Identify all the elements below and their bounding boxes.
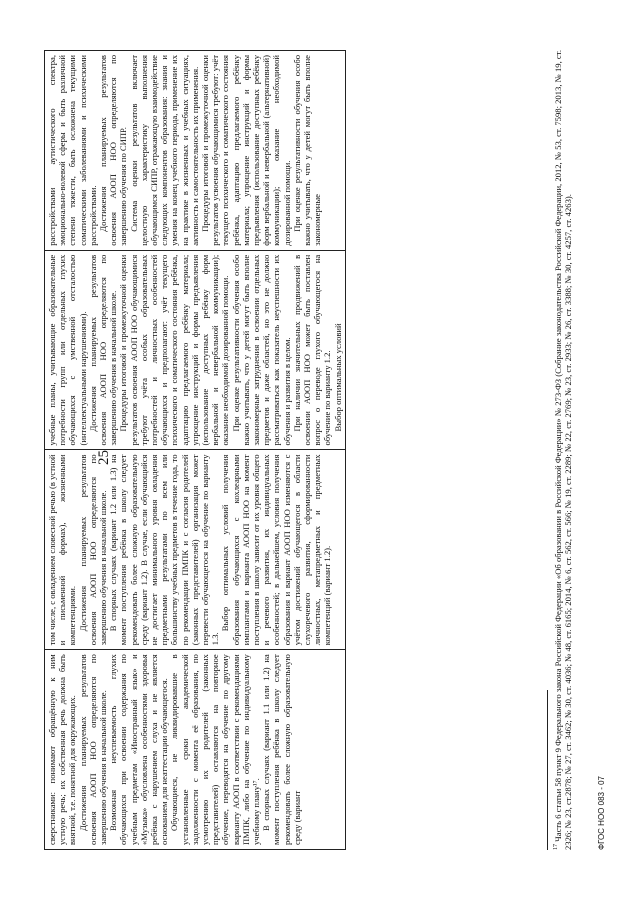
paragraph: В спорных случаях (вариант 1.1 или 1.2) на момент поступления ребёнка в школу следует рекомендовать более сложную образовательную среду (вариант xyxy=(261,654,302,845)
paragraph: Выбор оптимальных условий xyxy=(332,323,343,432)
paragraph: Возможная неуспеваемость глухих обучающихся при освоении содержания по учебным предметам «Иностранный язык» и «Музыка» обусловлена особенностями здоровья ребёнка с нарушением слуха и не является основанием для неаттестации обучающегося. xyxy=(108,654,170,845)
paragraph: В спорных случаях (вариант 1.2 или 1.3) на момент поступления ребёнка в школу следует рекомендовать более сложную образовательную среду (вариант 1.2). В случае, если обучающийся не достигает минимального уровня овладения предметными результатами по всем или большинству учебных предметов в течение года, то по рекомендации ПМПК и с согласия родителей (законных представителей) организация может перевести обучающегося на обучение по варианту 1.3. xyxy=(108,454,221,646)
footnote-divider xyxy=(547,690,548,850)
document-stamp: ФГОС НОО 083 - 07 xyxy=(597,776,606,850)
column-1 xyxy=(45,650,346,850)
footnote xyxy=(551,50,574,850)
paragraph: учебные планы, учитывающие образовательные потребности групп или отдельных глухих обучающихся с умственной отсталостью (интеллектуальными нарушениями). xyxy=(47,254,88,446)
paragraph: Процедуры итоговой и промежуточной оценки результатов усвоения обучающимися требуют: учёт текущего психического и соматического состояния ребёнка, адаптацию предлагаемого ребёнку материала; упрощение инструкций и формы предъявления (использование доступных ребёнку форм вербальной и невербальной (альтернативной) коммуникации); оказание необходимой дозированной помощи. xyxy=(200,55,292,246)
paragraph: расстройствами аутистического спектра, эмоционально-волевой сферы и быть различной степени тяжести, быть осложнена текущими соматическими заболеваниями и психическими расстройствами. xyxy=(47,55,98,246)
footnote-marker: 17 xyxy=(553,844,559,850)
paragraph: Система оценки результатов включает целостную характеристику выполнения обучающимся СИПР, отражающую взаимодействие следующих компонентов образования: знания и умения на конец учебного периода, применение их на практике в жизненных и учебных ситуациях, активность и самостоятельность их применения. xyxy=(128,55,200,246)
paragraph: При наличии значительных продвижений в освоении АООП НОО может быть поставлен вопрос о переводе глухого обучающегося на обучение по варианту 1.2. xyxy=(291,254,333,446)
footnote-text: Часть 6 статьи 58 пункт 9 Федерального закона Российской Федерации «Об образовании в Российской Федерации» № 273-ФЗ (Собрание законодательства Российской Федерации, 2012, № 53, ст. 7598; 2013, № 19, ст. 2326; № 23, ст.2878; № 27, ст. 3462; № 30, ст. 4036; № 48, ст. 6165; 2014, № 6, ст. 562, ст. 566; № 19, ст. 2289; № 22, ст. 2769; № 23, ст. 2933; № 26, ст. 3388; № 30, ст. 4257, ст. 4263). xyxy=(552,50,574,850)
paragraph: Процедуры итоговой и промежуточной оценки результатов освоения АООП НОО обучающимися требуют учёта особых образовательных потребностей и личностных особенностей обучающихся и предполагают: учёт текущего психического и соматического состояния ребёнка, адаптацию предлагаемого ребёнку материала; упрощение инструкций и формы предъявления (использование доступных ребёнку форм вербальной и невербальной коммуникации); оказание необходимой дозированной помощи. xyxy=(118,254,231,446)
table-row xyxy=(45,51,346,850)
paragraph: том числе, с овладением словесной речью (в устной и письменной формах), жизненными компетенциями. xyxy=(47,454,78,646)
column-3 xyxy=(45,250,346,450)
requirements-table xyxy=(44,50,346,850)
paragraph: Достижения планируемых результатов освоения АООП НОО определяются по завершению обучения в начальной школе. xyxy=(77,654,109,845)
paragraph: Достижения планируемых результатов освоения АООП НОО определяются по завершению обучения по СИПР. xyxy=(98,55,129,246)
paragraph: Обучающиеся, не ликвидировавшие в установленные сроки академической задолженности с момента её образования, по усмотрению их родителей (законных представителей) оставляются на повторное обучение, переводятся на обучение по другому варианту АООП в соответствии с рекомендациями ПМПК, либо на обучение по индивидуальному учебному плану¹⁷. xyxy=(169,654,262,845)
paragraph: сверстниками: понимают обращённую к ним устную речь; их собственная речь должна быть внятной, т.е. понятной для окружающих. xyxy=(47,654,78,845)
paragraph: При оценке результативности обучения особо важно учитывать, что у детей могут быть вполне закономерные xyxy=(291,55,323,246)
paragraph: Достижения планируемых результатов освоения АООП НОО определяются по завершению обучения в начальной школе. xyxy=(77,454,109,646)
paragraph: При оценке результативности обучения особо важно учитывать, что у детей могут быть вполне закономерные затруднения в освоении отдельных предметов и даже областей, но это не должно рассматриваться как показатель неуспешности их обучения и развития в целом. xyxy=(230,254,292,446)
column-4 xyxy=(45,51,346,251)
paragraph: Достижения планируемых результатов освоения АООП НОО определяются по завершению обучения в начальной школе. xyxy=(87,254,119,446)
page-number: 25 xyxy=(96,450,112,465)
paragraph: Выбор оптимальных условий получения образования обучающихся с кохлеарными имплантами и варианта АООП НОО на момент поступления в школу зависит от их уровня общего и речевого развития, их индивидуальных особенностей; в дальнейшем, условия получения образования и вариант АООП НОО изменяются с учётом достижений обучающегося в области слухоречевого развития, сформированности личностных, метапредметных и предметных компетенций (вариант 1.2). xyxy=(220,454,333,646)
column-2 xyxy=(45,450,346,650)
